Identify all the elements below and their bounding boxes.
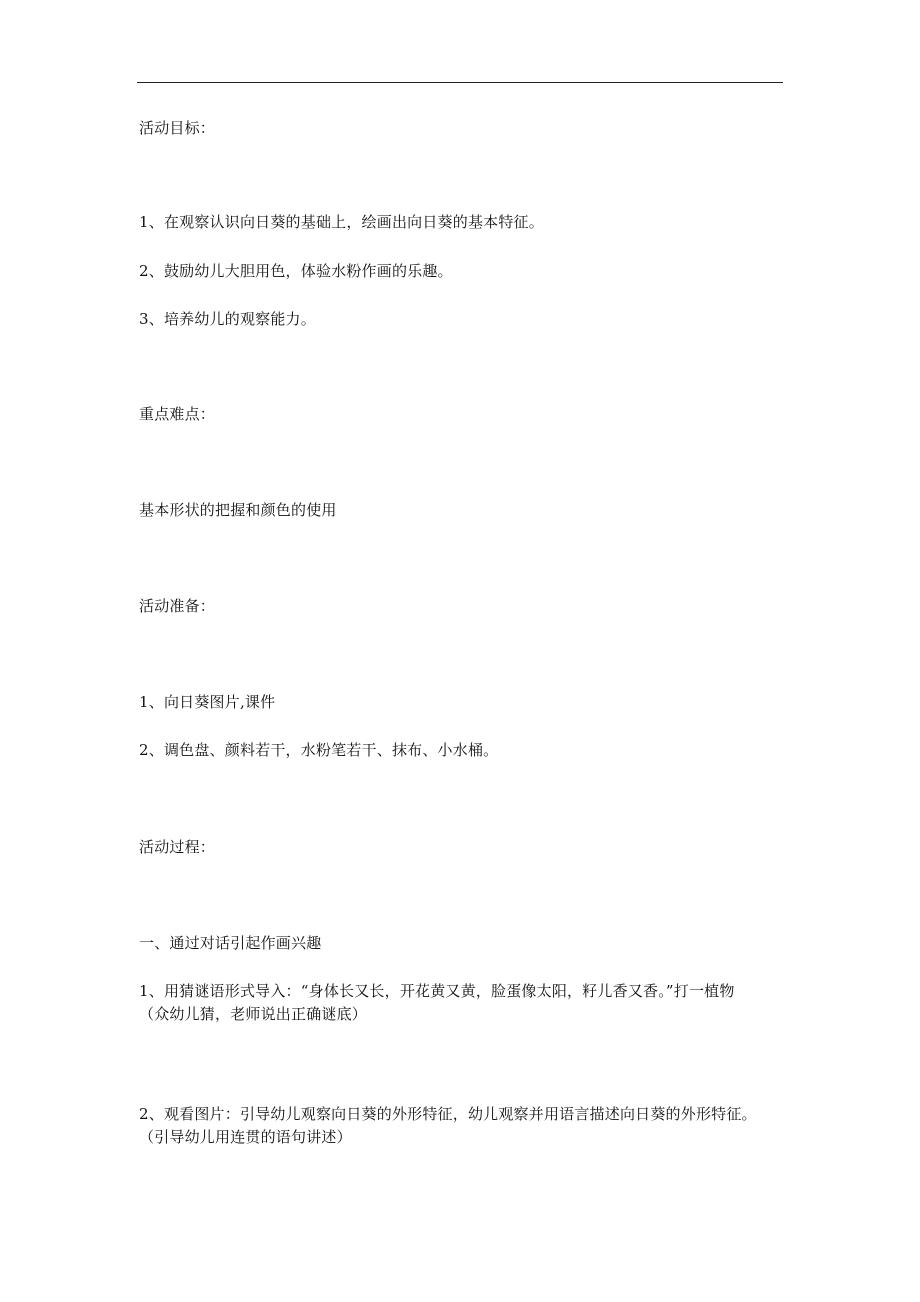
goal-item-3: 3、培养幼儿的观察能力。 (139, 310, 316, 328)
heading-process: 活动过程： (139, 838, 216, 856)
header-rule (137, 82, 783, 83)
process-step-2: 2、观看图片：引导幼儿观察向日葵的外形特征，幼儿观察并用语言描述向日葵的外形特征。 (139, 1105, 757, 1123)
heading-activity-goals: 活动目标： (139, 119, 216, 137)
preparation-item-2: 2、调色盘、颜料若干，水粉笔若干、抹布、小水桶。 (139, 741, 499, 759)
preparation-item-1: 1、向日葵图片,课件 (139, 693, 276, 711)
goal-item-1: 1、在观察认识向日葵的基础上，绘画出向日葵的基本特征。 (139, 213, 544, 231)
goal-item-2: 2、鼓励幼儿大胆用色，体验水粉作画的乐趣。 (139, 262, 453, 280)
heading-preparation: 活动准备： (139, 597, 216, 615)
process-step-1: 1、用猜谜语形式导入：“身体长又长，开花黄又黄，脸蛋像太阳，籽儿香又香。”打一植物 (139, 982, 735, 1000)
key-points-text: 基本形状的把握和颜色的使用 (139, 501, 337, 519)
process-step-1-note: （众幼儿猜，老师说出正确谜底） (139, 1005, 368, 1023)
process-section-1: 一、通过对话引起作画兴趣 (139, 934, 322, 952)
process-step-2-note: （引导幼儿用连贯的语句讲述） (139, 1128, 352, 1146)
heading-key-points: 重点难点： (139, 405, 216, 423)
